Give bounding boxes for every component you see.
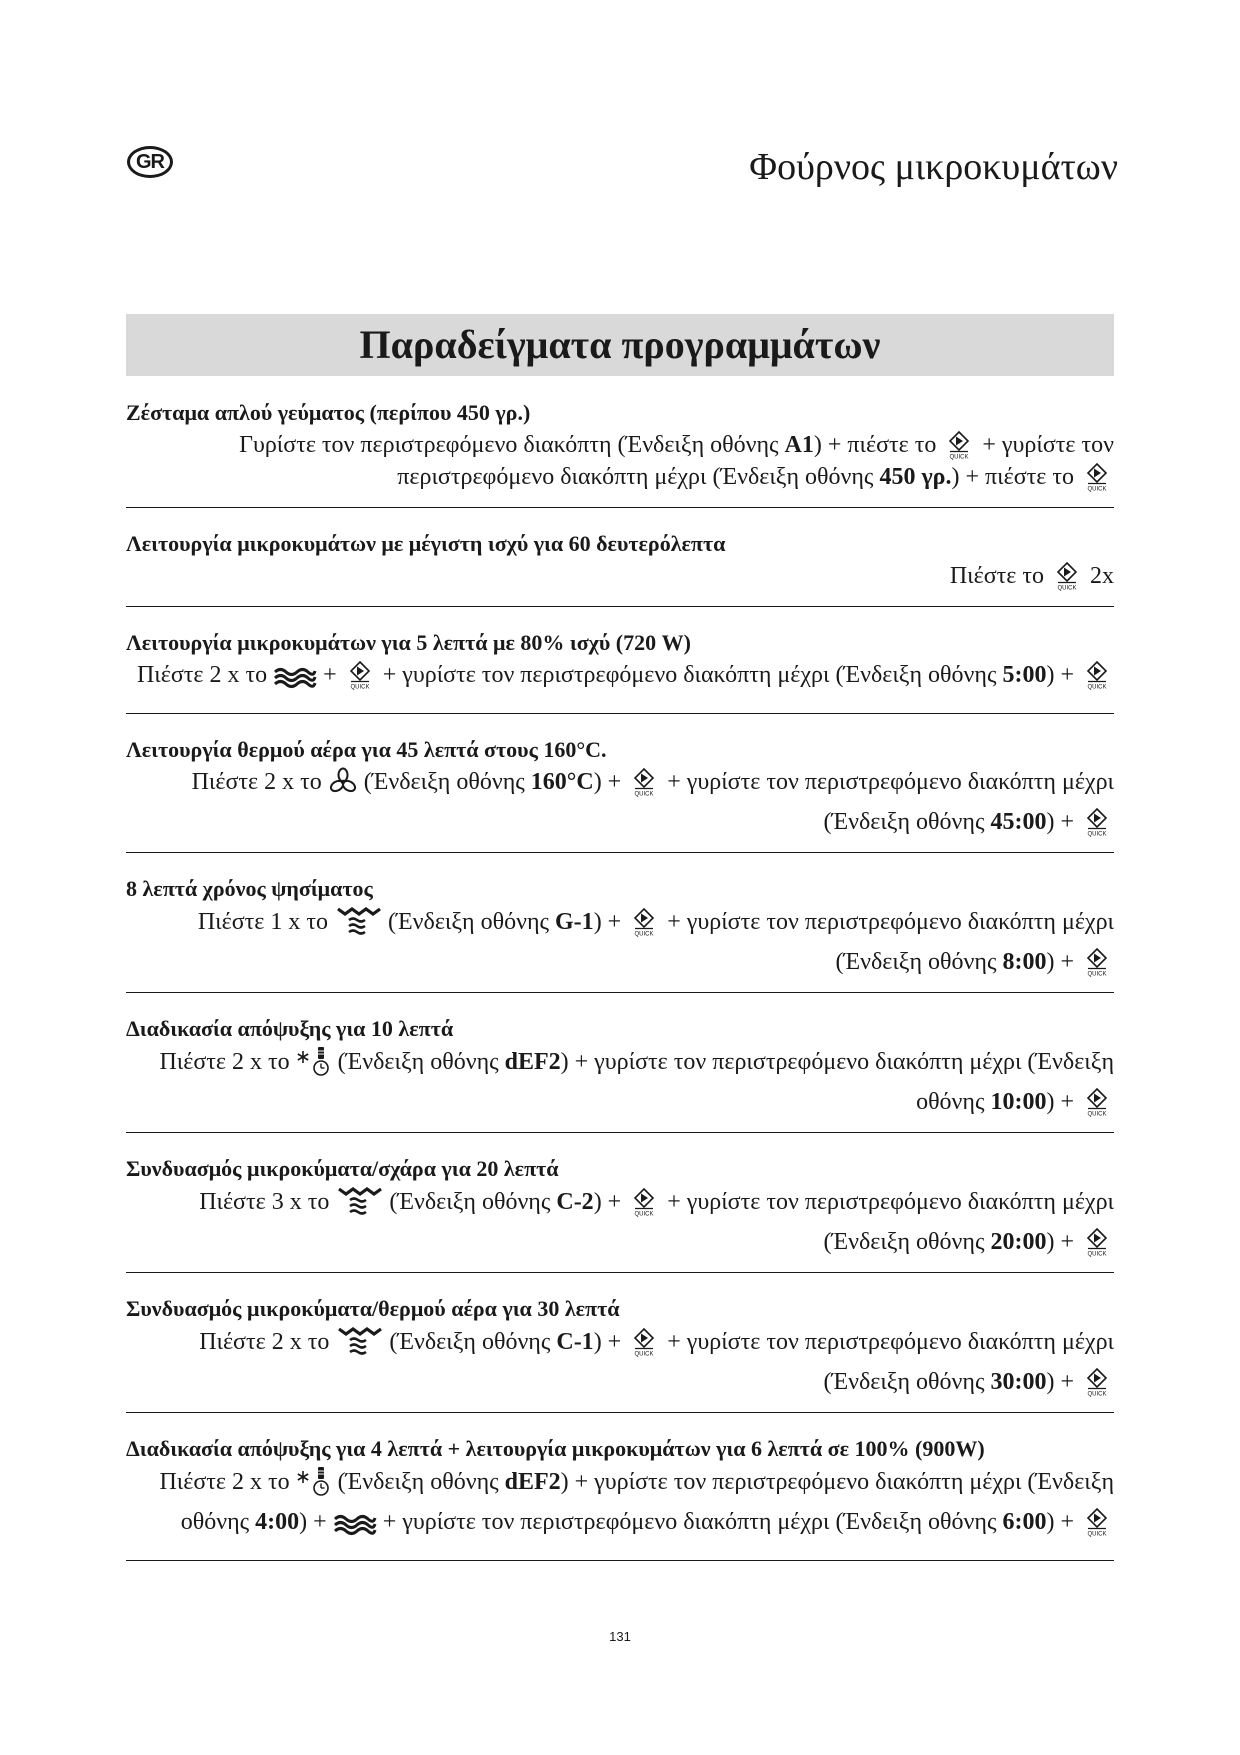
example-title: Συνδυασμός μικροκύματα/σχάρα για 20 λεπτά xyxy=(126,1156,559,1181)
display-value: 30:00 xyxy=(990,1369,1047,1395)
text: Πιέστε το xyxy=(949,563,1050,589)
quick-start-icon xyxy=(343,660,377,690)
quick-start-icon xyxy=(1050,561,1084,591)
example-instructions xyxy=(126,1465,1114,1546)
text: + γυρίστε τον περιστρεφόμενο διακόπτη μέχρι (Ένδειξη οθόνης xyxy=(661,909,1114,975)
text: ) + xyxy=(1046,1089,1080,1115)
text: Πιέστε 2 x το xyxy=(159,1469,296,1495)
display-value: 6:00 xyxy=(1002,1509,1047,1535)
display-value: dEF2 xyxy=(504,1049,561,1075)
text: Πιέστε 2 x το xyxy=(159,1049,296,1075)
text: ) + πιέστε το xyxy=(813,432,943,458)
display-value: 4:00 xyxy=(255,1509,300,1535)
example-title: 8 λεπτά χρόνος ψησίματος xyxy=(126,876,373,901)
display-value: A1 xyxy=(784,432,814,458)
display-value: dEF2 xyxy=(504,1469,561,1495)
country-badge: GR xyxy=(127,146,173,178)
page-number: 131 xyxy=(609,1629,631,1644)
text: (Ένδειξη οθόνης xyxy=(331,1049,505,1075)
text: ) + xyxy=(593,1189,628,1215)
quick-start-icon xyxy=(1080,1507,1114,1537)
quick-start-icon xyxy=(1080,660,1114,690)
example-title: Συνδυασμός μικροκύματα/θερμού αέρα για 30 λεπτά xyxy=(126,1296,620,1321)
section-banner xyxy=(126,314,1114,376)
text: (Ένδειξη οθόνης xyxy=(383,1189,557,1215)
example-6 xyxy=(126,1010,1114,1133)
example-instructions xyxy=(126,1185,1114,1258)
display-value: 160°C xyxy=(530,769,594,795)
example-title: Ζέσταμα απλού γεύματος (περίπου 450 γρ.) xyxy=(126,400,531,425)
hot-air-fan-icon xyxy=(328,767,358,806)
quick-start-icon xyxy=(1080,1227,1114,1257)
text: + γυρίστε τον περιστρεφόμενο διακόπτη μέχρι (Ένδειξη οθόνης xyxy=(661,1329,1114,1395)
display-value: 5:00 xyxy=(1002,662,1047,688)
defrost-icon xyxy=(296,1045,332,1086)
display-value: G-1 xyxy=(555,909,594,935)
text: ) + xyxy=(593,1329,628,1355)
text: ) + xyxy=(1046,949,1080,975)
quick-start-icon xyxy=(1080,807,1114,837)
quick-start-icon xyxy=(627,1327,661,1357)
text: ) + γυρίστε τον περιστρεφόμενο διακόπτη μέχρι (Ένδειξη οθόνης xyxy=(180,1469,1114,1535)
example-instructions xyxy=(126,1325,1114,1398)
example-title: Λειτουργία θερμού αέρα για 45 λεπτά στους 160°C. xyxy=(126,737,607,762)
example-5 xyxy=(126,870,1114,993)
example-4 xyxy=(126,731,1114,853)
text: (Ένδειξη οθόνης xyxy=(383,1329,557,1355)
page-title: Φούρνος μικροκυμάτων xyxy=(749,146,1118,188)
grill-icon xyxy=(334,905,382,946)
text: ) + xyxy=(593,769,628,795)
example-title: Λειτουργία μικροκυμάτων με μέγιστη ισχύ για 60 δευτερόλεπτα xyxy=(126,531,726,556)
text: Πιέστε 3 x το xyxy=(199,1189,336,1215)
display-value: 8:00 xyxy=(1002,949,1047,975)
quick-start-icon xyxy=(627,1187,661,1217)
display-value: C-1 xyxy=(556,1329,594,1355)
grill-icon xyxy=(335,1185,383,1226)
text: ) + πιέστε το xyxy=(951,464,1080,490)
text: + γυρίστε τον περιστρεφόμενο διακόπτη μέχρι (Ένδειξη οθόνης xyxy=(397,432,1114,490)
examples-list xyxy=(126,394,1114,1578)
text: Πιέστε 1 x το xyxy=(197,909,335,935)
text: ) + xyxy=(1046,1509,1080,1535)
defrost-icon xyxy=(296,1465,332,1506)
display-value: 20:00 xyxy=(990,1229,1047,1255)
section-title: Παραδείγματα προγραμμάτων xyxy=(359,322,881,367)
quick-start-icon xyxy=(1080,1087,1114,1117)
grill-icon xyxy=(335,1325,383,1366)
text: + γυρίστε τον περιστρεφόμενο διακόπτη μέχρι (Ένδειξη οθόνης xyxy=(376,662,1003,688)
quick-start-icon xyxy=(942,430,976,460)
example-7 xyxy=(126,1150,1114,1273)
example-1 xyxy=(126,394,1114,508)
example-title: Λειτουργία μικροκυμάτων για 5 λεπτά με 80% ισχύ (720 W) xyxy=(126,630,691,655)
example-instructions xyxy=(126,659,1114,699)
text: 2x xyxy=(1084,563,1114,589)
example-9 xyxy=(126,1430,1114,1561)
display-value: 10:00 xyxy=(990,1089,1047,1115)
text: + γυρίστε τον περιστρεφόμενο διακόπτη μέχρι (Ένδειξη οθόνης xyxy=(661,1189,1114,1255)
text: ) + xyxy=(1046,662,1080,688)
text: + γυρίστε τον περιστρεφόμενο διακόπτη μέχρι (Ένδειξη οθόνης xyxy=(661,769,1114,835)
quick-start-icon xyxy=(1080,947,1114,977)
text: Γυρίστε τον περιστρεφόμενο διακόπτη (Ένδειξη οθόνης xyxy=(239,432,785,458)
example-2 xyxy=(126,525,1114,607)
text: Πιέστε 2 x το xyxy=(199,1329,336,1355)
text: Πιέστε 2 x το xyxy=(136,662,274,688)
quick-start-icon xyxy=(1080,1367,1114,1397)
quick-start-icon xyxy=(627,767,661,797)
text: ) + xyxy=(1046,1369,1080,1395)
example-instructions xyxy=(126,429,1114,493)
example-title: Διαδικασία απόψυξης για 4 λεπτά + λειτουργία μικροκυμάτων για 6 λεπτά σε 100% (900W) xyxy=(126,1436,985,1461)
text: Πιέστε 2 x το xyxy=(191,769,328,795)
example-3 xyxy=(126,624,1114,714)
text: + xyxy=(317,662,343,688)
example-instructions xyxy=(126,905,1114,978)
display-value: 45:00 xyxy=(990,809,1047,835)
text: (Ένδειξη οθόνης xyxy=(382,909,556,935)
example-title: Διαδικασία απόψυξης για 10 λεπτά xyxy=(126,1016,454,1041)
microwave-waves-icon xyxy=(273,666,317,699)
text: ) + xyxy=(1046,809,1080,835)
quick-start-icon xyxy=(627,907,661,937)
text: ) + xyxy=(299,1509,333,1535)
example-instructions xyxy=(126,766,1114,838)
text: (Ένδειξη οθόνης xyxy=(331,1469,505,1495)
text: ) + xyxy=(593,909,628,935)
display-value: C-2 xyxy=(556,1189,594,1215)
text: ) + xyxy=(1046,1229,1080,1255)
quick-start-icon xyxy=(1080,462,1114,492)
text: (Ένδειξη οθόνης xyxy=(357,769,531,795)
text: + γυρίστε τον περιστρεφόμενο διακόπτη μέχρι (Ένδειξη οθόνης xyxy=(376,1509,1003,1535)
example-instructions xyxy=(126,560,1114,592)
microwave-waves-icon xyxy=(333,1513,377,1546)
example-instructions xyxy=(126,1045,1114,1118)
display-value: 450 γρ. xyxy=(879,464,952,490)
example-8 xyxy=(126,1290,1114,1413)
text: ) + γυρίστε τον περιστρεφόμενο διακόπτη μέχρι (Ένδειξη οθόνης xyxy=(560,1049,1114,1115)
